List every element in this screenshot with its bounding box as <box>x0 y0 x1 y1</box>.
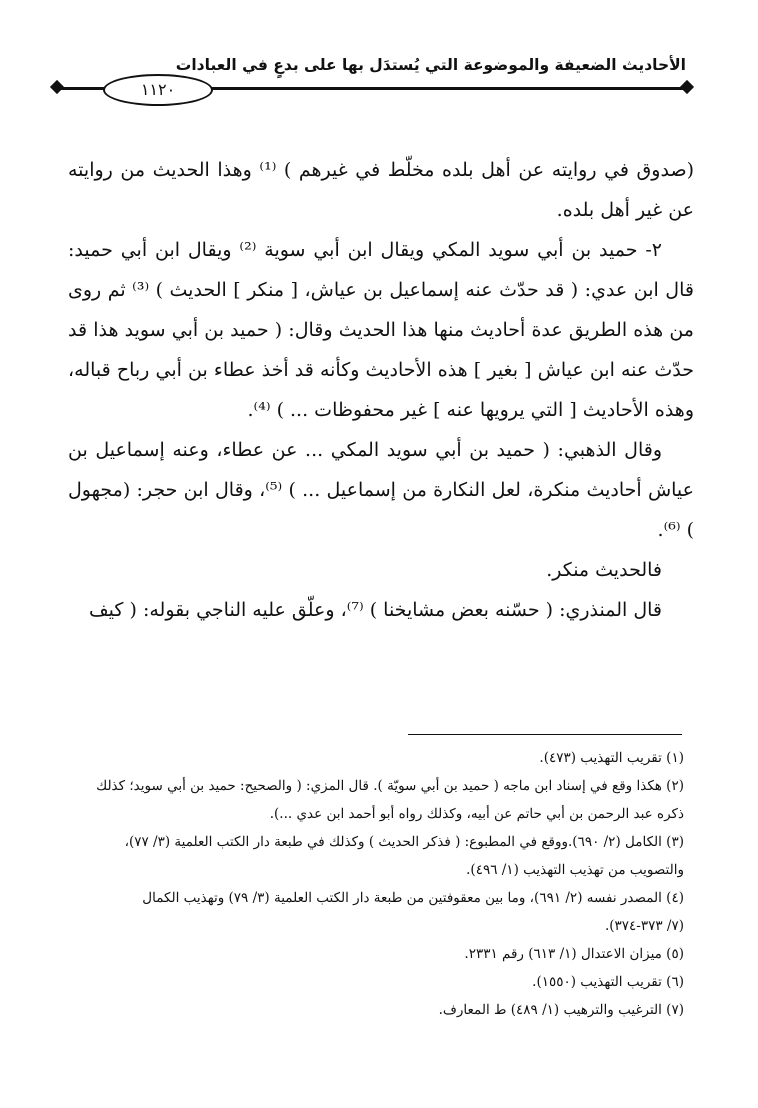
footnotes <box>60 744 684 1024</box>
text-line: هذه الطريق عدة أحاديث منها هذا الحديث وقال: ( حميد بن أبي سويد هذا قد <box>68 319 664 341</box>
running-title: الأحاديث الضعيفة والموضوعة التي يُستدَل بها على بدعٍ في العبادات <box>175 56 686 74</box>
text-line: ٢- حميد بن أبي سويد المكي ويقال ابن أبي سوية ⁽²⁾ ويقال ابن أبي حميد: قال <box>68 239 694 301</box>
text-line: فالحديث منكر. <box>546 559 662 581</box>
footnote-separator <box>408 734 682 735</box>
footnote-line: (١) تقريب التهذيب (٤٧٣). <box>539 750 684 766</box>
paragraph-1 <box>68 150 694 230</box>
text-line: حدّث عنه ابن عياش [ بغير ] هذه الأحاديث وكأنه قد أخذ عطاء بن أبي رباح <box>116 359 694 381</box>
text-line: ابن عدي: ( قد حدّث عنه إسماعيل بن عياش، [ منكر ] الحديث ) ⁽³⁾ ثم روى من <box>68 279 694 341</box>
text-line: قال المنذري: ( حسّنه بعض مشايخنا ) ⁽⁷⁾، وعلّق عليه الناجي بقوله: ( كيف <box>89 599 662 621</box>
footnote-line: (٥) ميزان الاعتدال (١/ ٦١٣) رقم ٢٣٣١. <box>464 946 684 962</box>
footnote-line: (٧) الترغيب والترهيب (١/ ٤٨٩) ط المعارف. <box>438 1002 684 1018</box>
text-line: (صدوق في روايته عن أهل بلده مخلّط في غيرهم ) ⁽¹⁾ وهذا الحديث من روايته عن <box>68 159 694 221</box>
text-line: وقال الذهبي: ( حميد بن أبي سويد المكي ... عن عطاء، وعنه إسماعيل بن <box>68 439 662 461</box>
paragraph-3 <box>68 430 694 550</box>
main-text <box>68 150 694 630</box>
footnote-line: (٢) هكذا وقع في إسناد ابن ماجه ( حميد بن أبي سويّة ). قال المزي: ( والصحيح: حميد بن أبي سويد؛ كذلك <box>96 778 684 794</box>
footnote-line: والتصويب من تهذيب التهذيب (١/ ٤٩٦). <box>466 862 684 878</box>
page-number: ١١٢٠ <box>103 74 213 106</box>
text-line: عياش أحاديث منكرة، لعل النكارة من إسماعيل ... ) ⁽⁵⁾، وقال ابن حجر: <box>136 479 695 501</box>
diamond-ornament-right <box>680 80 694 94</box>
paragraph-2 <box>68 230 694 430</box>
paragraph-4 <box>68 550 694 590</box>
text-line: (مجهول ) ⁽⁶⁾. <box>68 479 694 541</box>
footnote-line: (٤) المصدر نفسه (٢/ ٦٩١)، وما بين معقوفتين من طبعة دار الكتب العلمية (٣/ ٧٩) وتهذيب الكمال <box>142 890 684 906</box>
diamond-ornament-left <box>50 80 64 94</box>
footnote-line: (٦) تقريب التهذيب (١٥٥٠). <box>532 974 684 990</box>
footnote-line: (٧/ ٣٧٣-٣٧٤). <box>604 918 684 934</box>
text-line: قباله، وهذه الأحاديث [ التي يرويها عنه ] غير محفوظات ... ) ⁽⁴⁾. <box>68 359 694 421</box>
footnote-line: ذكره عبد الرحمن بن أبي حاتم عن أبيه، وكذلك رواه أبو أحمد ابن عدي ...). <box>269 806 684 822</box>
text-line: غير أهل بلده. <box>556 199 663 221</box>
footnote-line: (٣) الكامل (٢/ ٦٩٠).ووقع في المطبوع: ( فذكر الحديث ) وكذلك في طبعة دار الكتب العلمية (٣/ ٧٧)، <box>124 834 684 850</box>
paragraph-5 <box>68 590 694 630</box>
